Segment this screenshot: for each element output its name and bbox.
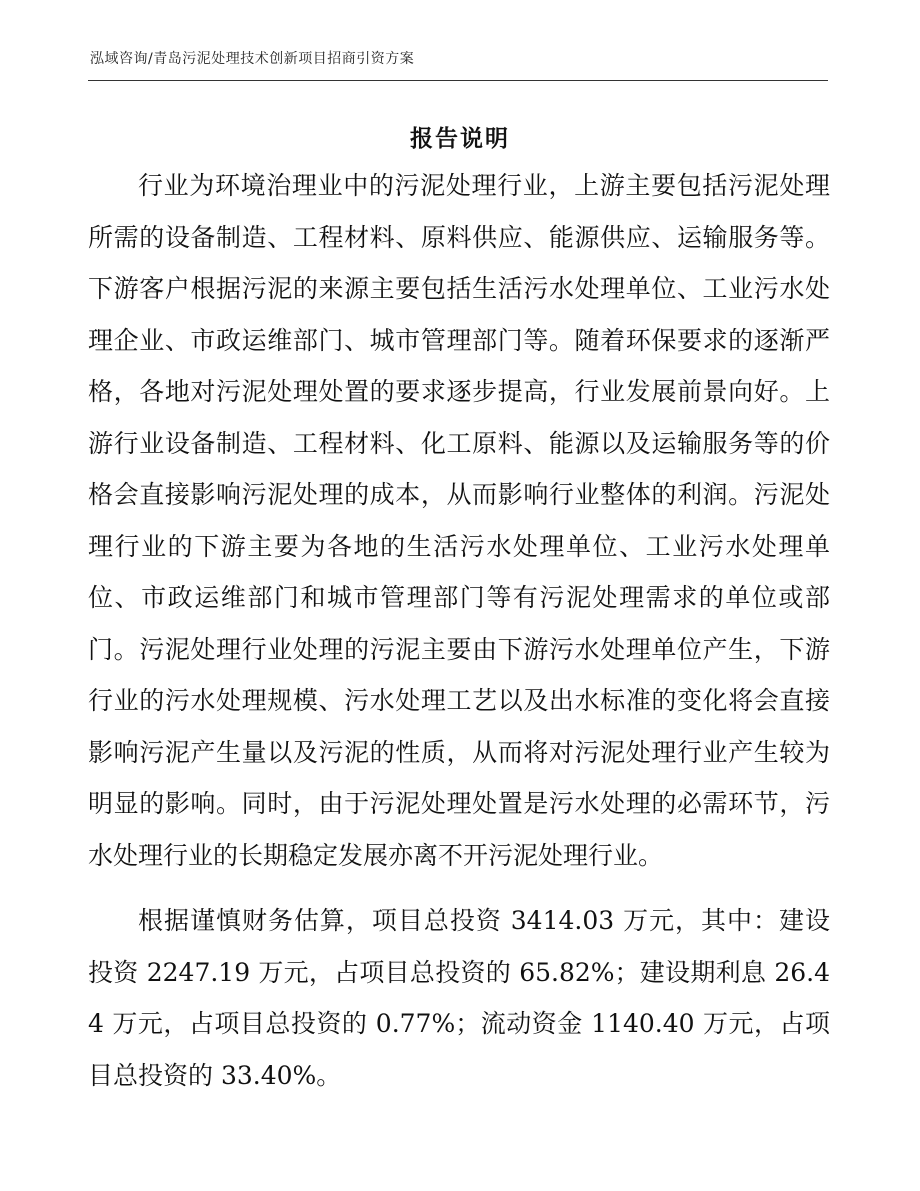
page-title: 报告说明 [410,126,510,152]
report-body [88,160,830,1101]
header-divider [88,80,828,81]
running-header: 泓域咨询/青岛污泥处理技术创新项目招商引资方案 [90,51,415,67]
paragraph-investment-estimate: 根据谨慎财务估算，项目总投资 3414.03 万元，其中：建设投资 2247.19 万元，占项目总投资的 65.82%；建设期利息 26.44 万元，占项目总投资的 0.77%；流动资金 1140.40 万元，占项目总投资的 33.40%。 [88,906,830,1090]
paragraph-industry-overview: 行业为环境治理业中的污泥处理行业，上游主要包括污泥处理所需的设备制造、工程材料、原料供应、能源供应、运输服务等。下游客户根据污泥的来源主要包括生活污水处理单位、工业污水处理企业、市政运维部门、城市管理部门等。随着环保要求的逐渐严格，各地对污泥处理处置的要求逐步提高，行业发展前景向好。上游行业设备制造、工程材料、化工原料、能源以及运输服务等的价格会直接影响污泥处理的成本，从而影响行业整体的利润。污泥处理行业的下游主要为各地的生活污水处理单位、工业污水处理单位、市政运维部门和城市管理部门等有污泥处理需求的单位或部门。污泥处理行业处理的污泥主要由下游污水处理单位产生，下游行业的污水处理规模、污水处理工艺以及出水标准的变化将会直接影响污泥产生量以及污泥的性质，从而将对污泥处理行业产生较为明显的影响。同时，由于污泥处理处置是污水处理的必需环节，污水处理行业的长期稳定发展亦离不开污泥处理行业。 [88,171,830,870]
